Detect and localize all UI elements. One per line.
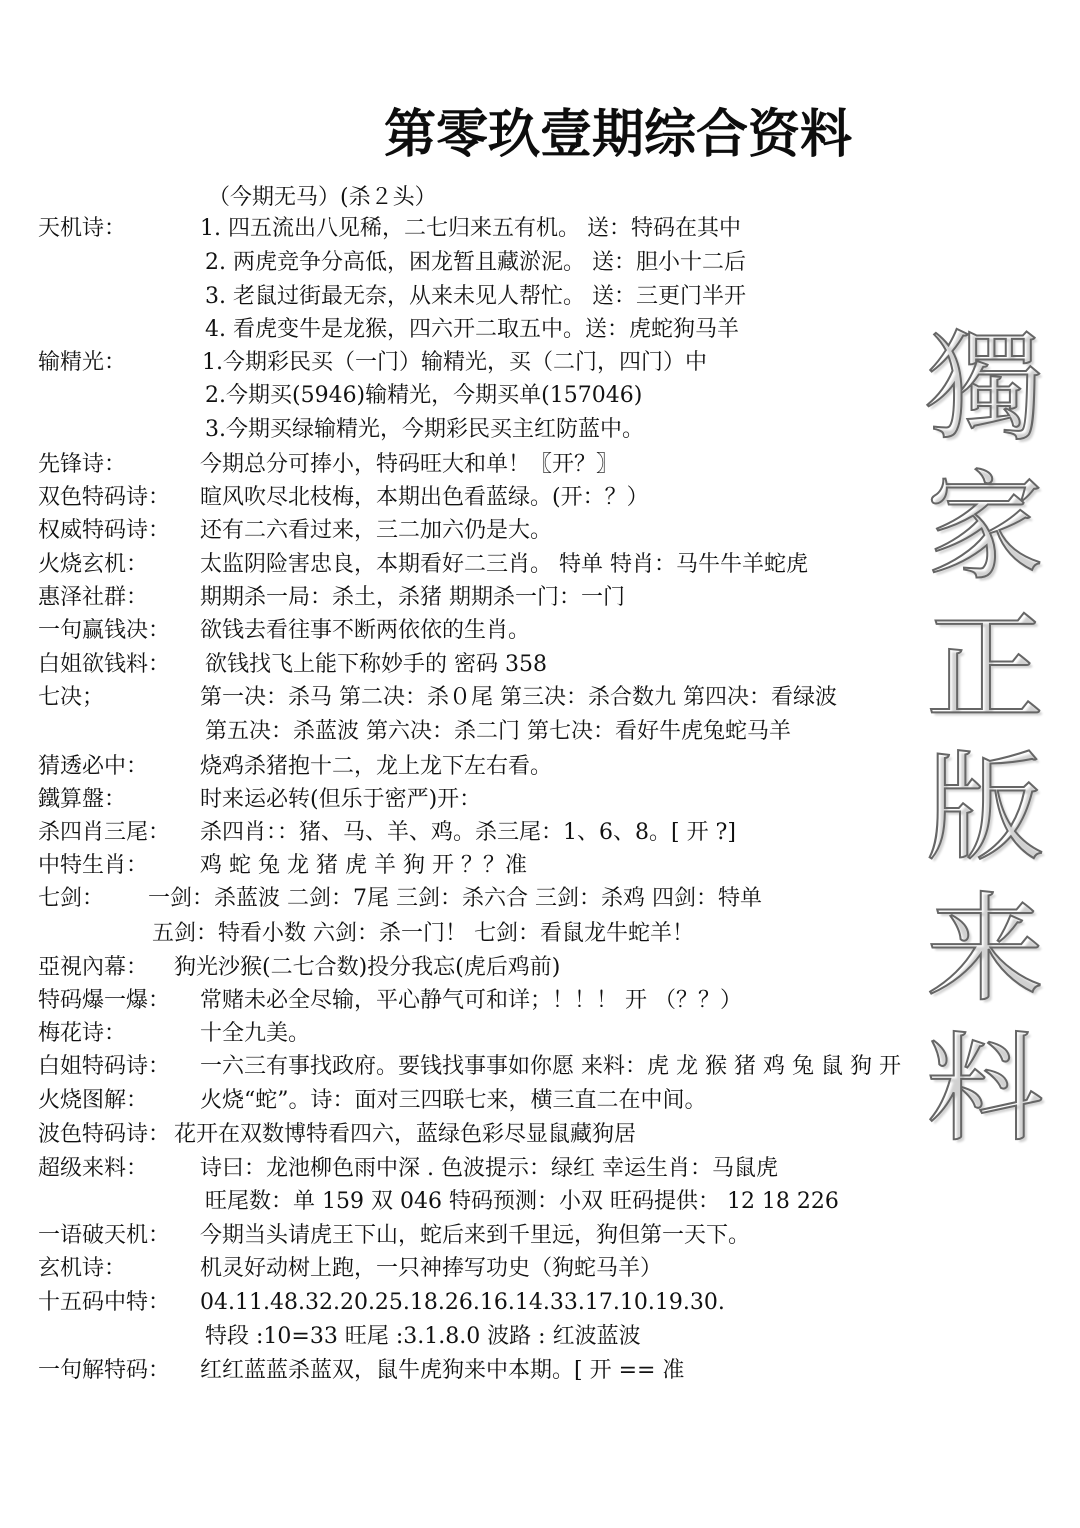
info-row xyxy=(0,1084,1080,1118)
watermark-char: 獨 xyxy=(925,318,1044,456)
row-value: 一六三有事找政府。要钱找事事如你愿 来料：虎 龙 猴 猪 鸡 兔 鼠 狗 开 xyxy=(200,1054,901,1079)
row-label: 七剑： xyxy=(38,886,105,911)
watermark-char: 正 xyxy=(925,598,1044,737)
row-label: 一语破天机： xyxy=(38,1223,171,1248)
row-value: 4. 看虎变牛是龙猴，四六开二取五中。送：虎蛇狗马羊 xyxy=(205,317,739,342)
row-value: 04.11.48.32.20.25.18.26.16.14.33.17.10.19.30. xyxy=(200,1290,725,1315)
row-label: 双色特码诗： xyxy=(38,485,171,510)
row-value: 旺尾数：单 159 双 046 特码预测：小双 旺码提供： 12 18 226 xyxy=(205,1189,839,1214)
info-row xyxy=(0,1185,1080,1219)
info-row xyxy=(0,882,1080,916)
info-row xyxy=(0,1252,1080,1286)
row-label: 鐵算盤： xyxy=(38,787,127,812)
row-label: 亞視內幕： xyxy=(38,955,149,980)
info-row xyxy=(0,750,1080,784)
row-value: 常赌未必全尽输，平心静气可和详；！！！ 开 （？？） xyxy=(200,988,742,1013)
info-row xyxy=(0,379,1080,413)
row-value: 1. 四五流出八见稀，二七归来五有机。 送：特码在其中 xyxy=(200,216,741,241)
watermark-char: 料 xyxy=(925,1019,1044,1158)
row-value: 特段 :10=33 旺尾 :3.1.8.0 波路 : 红波蓝波 xyxy=(205,1324,641,1349)
row-label: 白姐欲钱料： xyxy=(38,652,171,677)
row-value: 3.今期买绿输精光，今期彩民买主红防蓝中。 xyxy=(205,417,644,442)
info-row xyxy=(0,548,1080,582)
row-label: 波色特码诗： xyxy=(38,1122,171,1147)
row-value: 花开在双数博特看四六，蓝绿色彩尽显鼠藏狗居 xyxy=(174,1122,637,1147)
row-label: 十五码中特： xyxy=(38,1290,171,1315)
row-value: 一剑：杀蓝波 二剑：7尾 三剑：杀六合 三剑：杀鸡 四剑：特单 xyxy=(148,886,762,911)
row-label: 火烧玄机： xyxy=(38,552,149,577)
page-title: 第零玖壹期综合资料 xyxy=(384,105,853,165)
row-value: 太监阴险害忠良，本期看好二三肖。 特单 特肖：马牛牛羊蛇虎 xyxy=(200,552,808,577)
row-value: 狗光沙猴(二七合数)投分我忘(虎后鸡前) xyxy=(174,955,561,980)
row-label: 玄机诗： xyxy=(38,1256,127,1281)
row-label: 权威特码诗： xyxy=(38,518,171,543)
row-value: 十全九美。 xyxy=(200,1021,311,1046)
info-row xyxy=(0,1286,1080,1320)
info-row xyxy=(0,1050,1080,1084)
row-value: 还有二六看过来，三二加六仍是大。 xyxy=(200,518,553,543)
row-value: 2. 两虎竞争分高低，困龙暂且藏淤泥。 送：胆小十二后 xyxy=(205,250,746,275)
row-value: 欲钱找飞上能下称妙手的 密码 358 xyxy=(205,652,547,677)
info-row xyxy=(0,313,1080,347)
row-label: 输精光： xyxy=(38,350,127,375)
row-label: 天机诗： xyxy=(38,216,127,241)
info-row xyxy=(0,715,1080,749)
row-label: 先锋诗： xyxy=(38,452,127,477)
row-value: 今期总分可捧小，特码旺大和单！〖开？〗 xyxy=(200,452,619,477)
row-value: 杀四肖：：猪、马、羊、鸡。杀三尾：1、6、8。[ 开 ?] xyxy=(200,820,736,845)
row-label: 惠泽社群： xyxy=(38,585,149,610)
row-label: 超级来料： xyxy=(38,1156,149,1181)
row-value: 五剑：特看小数 六剑：杀一门！ 七剑：看鼠龙牛蛇羊！ xyxy=(152,921,694,946)
info-row xyxy=(0,1017,1080,1051)
row-value: 暄风吹尽北枝梅，本期出色看蓝绿。(开：？） xyxy=(200,485,649,510)
watermark-char: 版 xyxy=(925,739,1044,878)
info-row xyxy=(0,681,1080,715)
info-row xyxy=(0,917,1080,951)
row-value: 第一决：杀马 第二决：杀０尾 第三决：杀合数九 第四决：看绿波 xyxy=(200,685,837,710)
row-value: 诗曰：龙池柳色雨中深 . 色波提示：绿红 幸运生肖：马鼠虎 xyxy=(200,1156,778,1181)
info-row xyxy=(0,1320,1080,1354)
info-row xyxy=(0,448,1080,482)
info-row xyxy=(0,783,1080,817)
info-row xyxy=(0,1118,1080,1152)
row-value: 今期当头请虎王下山，蛇后来到千里远，狗但第一天下。 xyxy=(200,1223,751,1248)
info-row xyxy=(0,614,1080,648)
row-label: 猜透必中： xyxy=(38,754,149,779)
row-label: 白姐特码诗： xyxy=(38,1054,171,1079)
row-value: 第五决：杀蓝波 第六决：杀二门 第七决：看好牛虎兔蛇马羊 xyxy=(205,719,791,744)
info-row xyxy=(0,648,1080,682)
row-value: 3. 老鼠过街最无奈，从来未见人帮忙。 送：三更门半开 xyxy=(205,284,746,309)
info-row xyxy=(0,280,1080,314)
info-row xyxy=(0,1219,1080,1253)
row-label: 中特生肖： xyxy=(38,853,149,878)
row-value: 时来运必转(但乐于密严)开： xyxy=(200,787,482,812)
row-label: 一句赢钱决： xyxy=(38,618,171,643)
row-value: 欲钱去看往事不断两依依的生肖。 xyxy=(200,618,531,643)
row-value: 2.今期买(5946)输精光，今期买单(157046) xyxy=(205,383,643,408)
row-value: 机灵好动树上跑，一只神捧写功史（狗蛇马羊） xyxy=(200,1256,663,1281)
info-row xyxy=(0,514,1080,548)
row-value: 烧鸡杀猪抱十二，龙上龙下左右看。 xyxy=(200,754,553,779)
info-row xyxy=(0,816,1080,850)
info-row xyxy=(0,481,1080,515)
info-row xyxy=(0,1354,1080,1388)
row-value: 火烧“蛇”。诗：面对三四联七来，横三直二在中间。 xyxy=(200,1088,707,1113)
row-label: 一句解特码： xyxy=(38,1358,171,1383)
info-row xyxy=(0,246,1080,280)
row-label: 特码爆一爆： xyxy=(38,988,171,1013)
watermark-char: 家 xyxy=(925,458,1044,597)
info-row xyxy=(0,346,1080,380)
info-row xyxy=(0,581,1080,615)
row-value: 鸡 蛇 兔 龙 猪 虎 羊 狗 开 ？？准 xyxy=(200,853,527,878)
info-row xyxy=(0,951,1080,985)
info-row xyxy=(0,1152,1080,1186)
watermark-char: 来 xyxy=(925,879,1044,1018)
info-row xyxy=(0,212,1080,246)
row-value: 期期杀一局：杀土，杀猪 期期杀一门：一门 xyxy=(200,585,625,610)
row-label: 七决； xyxy=(38,685,105,710)
info-row xyxy=(0,984,1080,1018)
row-label: 杀四肖三尾： xyxy=(38,820,171,845)
info-row xyxy=(0,413,1080,447)
row-value: 红红蓝蓝杀蓝双，鼠牛虎狗来中本期。[ 开 == 准 xyxy=(200,1358,685,1383)
info-row xyxy=(0,849,1080,883)
subtitle: （今期无马）(杀２头） xyxy=(208,185,437,210)
row-label: 火烧图解： xyxy=(38,1088,149,1113)
row-value: 1.今期彩民买（一门）输精光，买（二门，四门）中 xyxy=(202,350,707,375)
row-label: 梅花诗： xyxy=(38,1021,127,1046)
